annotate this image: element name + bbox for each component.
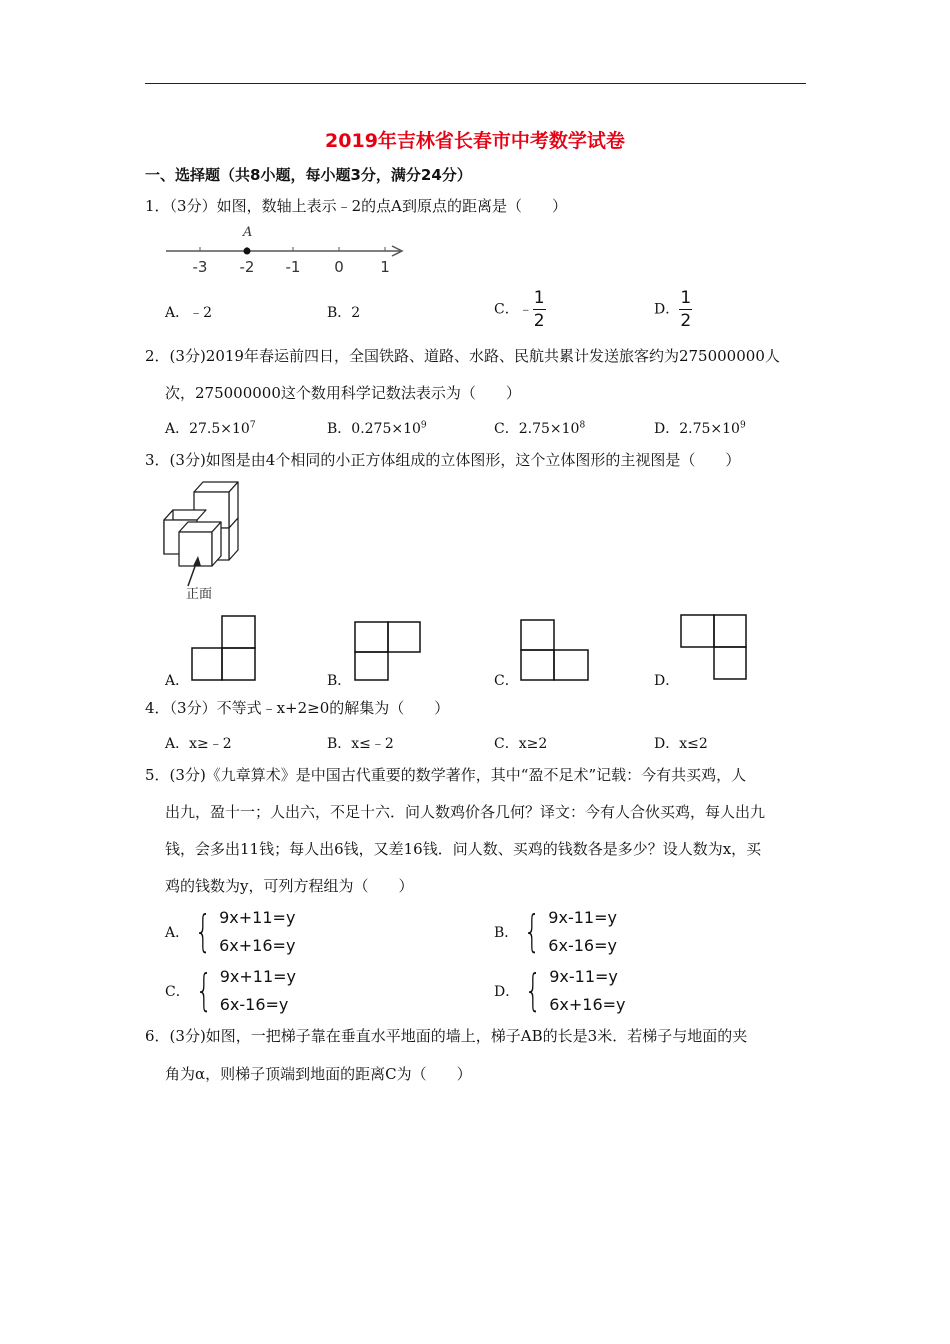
question-5-line-2: 出九，盈十一；人出六，不足十六．问人数鸡价各几何？译文：今有人合伙买鸡，每人出九 <box>165 803 766 821</box>
exponent: 9 <box>420 420 427 431</box>
brace-icon: { <box>194 906 212 957</box>
option-text: C．2.75×10 <box>494 421 580 437</box>
question-1-text: 1．（3分）如图，数轴上表示﹣2的点A到原点的距离是（ ） <box>145 197 567 215</box>
q2-option-c[interactable] <box>494 418 585 438</box>
section-heading: 一、选择题（共8小题，每小题3分，满分24分） <box>145 166 472 184</box>
equation: 9x-11=y <box>549 967 618 986</box>
question-6-line-1: 6．(3分)如图，一把梯子靠在垂直水平地面的墙上，梯子AB的长是3米．若梯子与地面的夹 <box>145 1027 748 1045</box>
option-text: A．27.5×10 <box>165 421 250 437</box>
option-label: B． <box>494 925 519 941</box>
brace-icon: { <box>523 906 541 957</box>
q3-option-c-label[interactable]: C． <box>494 673 519 689</box>
number-line-figure <box>160 222 410 278</box>
equation-system <box>549 963 625 1019</box>
fraction-denominator: 2 <box>680 311 692 331</box>
question-5-line-4: 鸡的钱数为y，可列方程组为（ ） <box>165 877 414 895</box>
question-3-text: 3．(3分)如图是由4个相同的小正方体组成的立体图形，这个立体图形的主视图是（ ） <box>145 451 741 469</box>
brace-icon: { <box>195 965 213 1016</box>
fraction-numerator: 1 <box>533 288 545 308</box>
fraction-denominator: 2 <box>533 311 545 331</box>
q3-option-d-label[interactable]: D． <box>654 673 680 689</box>
option-label: A． <box>165 925 190 941</box>
q5-option-c[interactable] <box>165 963 296 1019</box>
q2-option-b[interactable] <box>327 418 427 438</box>
tick-label: 0 <box>334 258 344 276</box>
question-2-line-1: 2．(3分)2019年春运前四日，全国铁路、道路、水路、民航共累计发送旅客约为275000000人 <box>145 347 780 365</box>
q5-option-d[interactable] <box>494 963 626 1019</box>
fraction-bar <box>679 309 692 310</box>
q4-option-d[interactable]: D．x≤2 <box>654 736 708 752</box>
tick-label: -2 <box>239 258 255 276</box>
equation: 6x-16=y <box>548 936 617 955</box>
point-a-label: A <box>243 225 253 240</box>
q1-option-d-label: D． <box>654 301 680 318</box>
cube-solid-figure <box>160 478 250 606</box>
question-5-line-3: 钱，会多出11钱；每人出6钱，又差16钱．问人数、买鸡的钱数各是多少？设人数为x，买 <box>165 840 762 858</box>
q4-option-c[interactable]: C．x≥2 <box>494 736 548 752</box>
fraction-bar <box>533 309 546 310</box>
option-text: B．0.275×10 <box>327 421 421 437</box>
exponent: 8 <box>579 420 586 431</box>
q3-option-a-label[interactable]: A． <box>165 673 190 689</box>
tick-label: -3 <box>192 258 208 276</box>
equation: 6x-16=y <box>219 995 289 1014</box>
option-label: D． <box>494 984 520 1000</box>
equation: 6x+16=y <box>549 995 626 1014</box>
q3-option-c-figure[interactable] <box>519 618 591 682</box>
equation: 6x+16=y <box>219 936 296 955</box>
header-rule <box>145 83 806 84</box>
option-text: D．2.75×10 <box>654 421 740 437</box>
equation-system <box>219 904 295 960</box>
equation: 9x+11=y <box>219 967 297 986</box>
exponent: 7 <box>249 420 256 431</box>
front-label: 正面 <box>186 587 213 602</box>
point-a-dot <box>244 248 251 255</box>
q3-option-b-figure[interactable] <box>353 620 423 682</box>
fraction <box>679 289 692 330</box>
equation: 9x+11=y <box>219 908 296 927</box>
q3-option-d-figure[interactable] <box>679 613 749 681</box>
option-label: C． <box>165 984 190 1000</box>
q5-option-b[interactable] <box>494 904 617 960</box>
question-2-line-2: 次，275000000这个数用科学记数法表示为（ ） <box>165 384 521 402</box>
q1-option-c-label: C．﹣ <box>494 301 533 318</box>
page-title: 2019年吉林省长春市中考数学试卷 <box>325 130 625 152</box>
q2-option-a[interactable] <box>165 418 256 438</box>
q4-option-b[interactable]: B．x≤﹣2 <box>327 736 394 752</box>
q1-option-b[interactable]: B．2 <box>327 305 361 321</box>
tick-label: 1 <box>380 258 390 276</box>
cube-face <box>179 532 212 566</box>
equation-system <box>548 904 617 960</box>
q4-option-a[interactable]: A．x≥﹣2 <box>165 736 232 752</box>
question-5-line-1: 5．(3分)《九章算术》是中国古代重要的数学著作，其中“盈不足术”记载：今有共买鸡，人 <box>145 766 747 784</box>
q2-option-d[interactable] <box>654 418 746 438</box>
exponent: 9 <box>739 420 746 431</box>
equation-system <box>220 963 296 1019</box>
tick-label: -1 <box>285 258 301 276</box>
q3-option-b-label[interactable]: B． <box>327 673 352 689</box>
q5-option-a[interactable] <box>165 904 295 960</box>
equation: 9x-11=y <box>548 908 617 927</box>
brace-icon: { <box>524 965 542 1016</box>
fraction-numerator: 1 <box>680 288 692 308</box>
q3-option-a-figure[interactable] <box>190 614 260 682</box>
q1-option-d[interactable] <box>654 289 692 330</box>
q1-option-a[interactable]: A．﹣2 <box>165 305 213 321</box>
question-4-text: 4．（3分）不等式﹣x+2≥0的解集为（ ） <box>145 699 450 717</box>
fraction <box>533 289 546 330</box>
q1-option-c[interactable] <box>494 289 546 330</box>
question-6-line-2: 角为α，则梯子顶端到地面的距离C为（ ） <box>165 1065 472 1083</box>
